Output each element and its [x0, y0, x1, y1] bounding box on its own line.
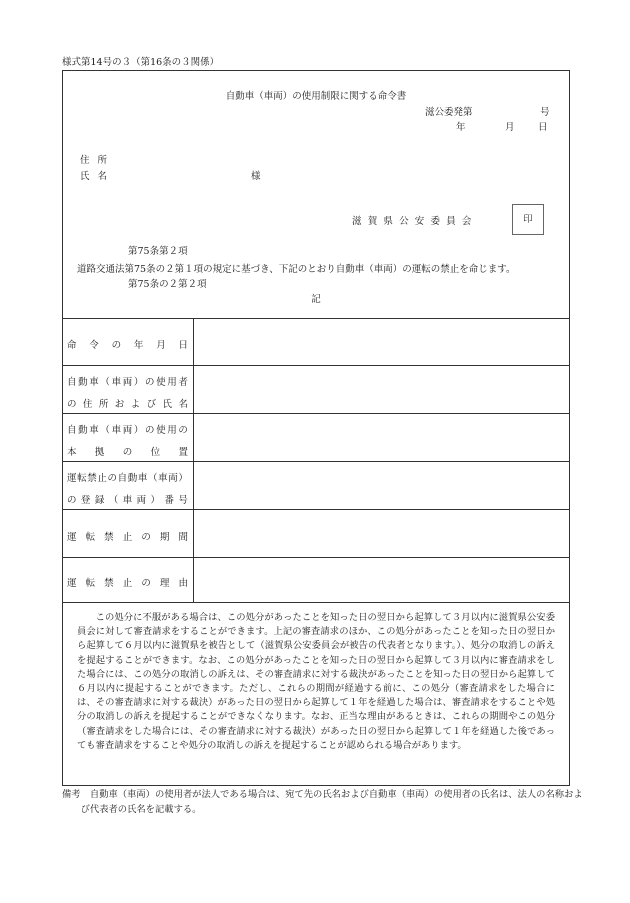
- label-char: 止: [122, 532, 133, 543]
- label-char: 拠: [94, 447, 105, 458]
- label-char: 年: [133, 340, 144, 351]
- label-char: 転: [85, 532, 96, 543]
- label-char: ）: [150, 495, 161, 506]
- label-char: の: [144, 425, 155, 436]
- label-char: の: [141, 578, 151, 589]
- label-char: の: [67, 495, 77, 506]
- label-char: 名: [178, 399, 188, 410]
- label-char: 止: [97, 473, 107, 484]
- row-label-user-line1: [67, 374, 188, 388]
- date-year-label: 年: [456, 122, 466, 133]
- label-char: よ: [130, 399, 141, 410]
- label-char: の: [107, 473, 118, 484]
- label-char: ）: [133, 377, 144, 388]
- row-divider: [63, 509, 569, 510]
- label-char: 車: [137, 473, 148, 484]
- form-number-label: 様式第14号の３（第16条の３関係）: [62, 57, 220, 68]
- recipient-address-label: 住所: [80, 155, 116, 166]
- label-char: 用: [167, 425, 177, 436]
- label-char: の: [178, 425, 188, 436]
- appeal-notice: この処分に不服がある場合は、この処分があったことを知った日の翌日から起算して３月以内に滋賀県公安委員会に対して審査請求をすることができます。上記の審査請求のほか、この処分があったことを知った日の翌日から起算して６月以内に滋賀県を被告として（滋賀県公安委員会が被告の代表者となります。）、処分の取消しの訴えを提起することができます。なお、この処分があったことを知った日の翌日から起算して３月以内に審査請求をした場合には、この処分の取消しの訴えは、その審査請求に対する裁決があったことを知った日の翌日から起算して６月以内に提起することができます。ただし、これらの期間が経過する前に、この処分（審査請求をした場合には、その審査請求に対する裁決）があった日の翌日から起算して１年を経過した場合は、審査請求をすることや処分の取消しの訴えを提起することができなくなります。なお、正当な理由があるときは、これらの期間やこの処分（審査請求をした場合には、その審査請求に対する裁決）があった日の翌日から起算して１年を経過した後であっても審査請求をすることや処分の取消しの訴えを提起することが認められる場合があります。: [77, 612, 555, 751]
- label-char: 両: [168, 473, 178, 484]
- label-char: 者: [178, 377, 188, 388]
- row-divider: [63, 557, 569, 558]
- date-day-label: 日: [538, 122, 548, 133]
- order-details-table: [63, 318, 569, 603]
- ki-heading: 記: [311, 294, 321, 305]
- label-char: 転: [85, 578, 96, 589]
- label-char: 置: [178, 447, 188, 458]
- row-label-user-line2: [67, 396, 188, 410]
- label-char: の: [144, 377, 155, 388]
- label-char: 運: [67, 578, 77, 589]
- label-char: 用: [167, 377, 177, 388]
- label-char: 命: [67, 340, 77, 351]
- label-char: お: [114, 399, 125, 410]
- remarks-note: 備考 自動車（車両）の使用者が法人である場合は、宛て先の氏名および自動車（車両）の使用者の氏名は、法人の名称および代表者の氏名を記載する。: [62, 789, 583, 815]
- label-char: 車: [111, 425, 122, 436]
- row-label-order-date: [67, 337, 188, 351]
- label-char: 車: [89, 425, 99, 436]
- label-char: 動: [78, 425, 88, 436]
- label-char: 氏: [162, 399, 173, 410]
- label-char: 車: [111, 377, 122, 388]
- reference-number-suffix: 号: [540, 107, 550, 118]
- label-char: 車: [158, 473, 168, 484]
- row-divider: [63, 365, 569, 366]
- label-char: の: [67, 399, 77, 410]
- date-month-label: 月: [505, 122, 515, 133]
- label-char: 使: [156, 377, 166, 388]
- label-char: 運: [67, 473, 77, 484]
- label-char: 禁: [104, 578, 114, 589]
- label-char: （: [108, 495, 119, 506]
- label-char: 運: [67, 532, 77, 543]
- label-char: 両: [122, 425, 133, 436]
- label-char: 両: [136, 495, 147, 506]
- document-title: 自動車（車両）の使用制限に関する命令書: [225, 91, 407, 102]
- label-char: 登: [80, 495, 91, 506]
- label-char: （: [100, 377, 110, 388]
- reference-number-prefix: 滋公委発第: [425, 107, 473, 118]
- label-char: 間: [178, 532, 188, 543]
- issuer-name: 滋賀県公安委員会: [352, 216, 478, 227]
- row-label-vehicle-line1: [67, 470, 188, 484]
- label-char: 由: [178, 578, 188, 589]
- seal-box: 印: [512, 204, 544, 235]
- row-label-base-line2: [67, 444, 188, 458]
- row-label-ban-period: [67, 529, 188, 543]
- label-char: ）: [178, 473, 188, 484]
- label-char: 自: [67, 425, 77, 436]
- label-char: （: [148, 473, 158, 484]
- law-basis-statement: 道路交通法第75条の２第１項の規定に基づき、下記のとおり自動車（車両）の運転の禁止を命じます。: [77, 264, 516, 275]
- label-char: 位: [150, 447, 161, 458]
- label-char: 録: [94, 495, 105, 506]
- label-char: 動: [127, 473, 138, 484]
- label-char: 理: [159, 578, 170, 589]
- law-article-lower: 第75条の２第２項: [128, 279, 207, 290]
- label-char: の: [122, 447, 133, 458]
- row-label-ban-reason: [67, 575, 188, 589]
- label-char: 車: [122, 495, 133, 506]
- label-char: 番: [164, 495, 174, 506]
- label-char: 動: [78, 377, 88, 388]
- row-divider: [63, 461, 569, 462]
- label-char: び: [146, 399, 157, 410]
- label-char: （: [100, 425, 110, 436]
- label-char: 期: [159, 532, 170, 543]
- label-char: 月: [156, 340, 166, 351]
- label-char: 転: [77, 473, 87, 484]
- label-char: 禁: [104, 532, 114, 543]
- recipient-name-label: 氏名: [80, 171, 116, 182]
- row-label-vehicle-line2: [67, 492, 188, 506]
- label-char: の: [141, 532, 151, 543]
- label-char: 住: [82, 399, 93, 410]
- label-char: 所: [98, 399, 109, 410]
- label-char: 自: [117, 473, 128, 484]
- order-form-frame: [62, 70, 570, 786]
- label-char: 使: [156, 425, 166, 436]
- label-char: 止: [122, 578, 133, 589]
- label-char: 日: [178, 340, 188, 351]
- label-char: 両: [122, 377, 133, 388]
- label-char: 車: [89, 377, 99, 388]
- label-char: 令: [89, 340, 99, 351]
- row-divider: [63, 413, 569, 414]
- row-label-base-line1: [67, 422, 188, 436]
- label-char: の: [111, 340, 122, 351]
- label-char: 号: [178, 495, 188, 506]
- label-char: 自: [67, 377, 77, 388]
- label-char: 本: [67, 447, 77, 458]
- label-char: 禁: [87, 473, 97, 484]
- label-char: ）: [133, 425, 144, 436]
- honorific-label: 様: [251, 171, 261, 182]
- law-article-upper: 第75条第２項: [128, 246, 188, 257]
